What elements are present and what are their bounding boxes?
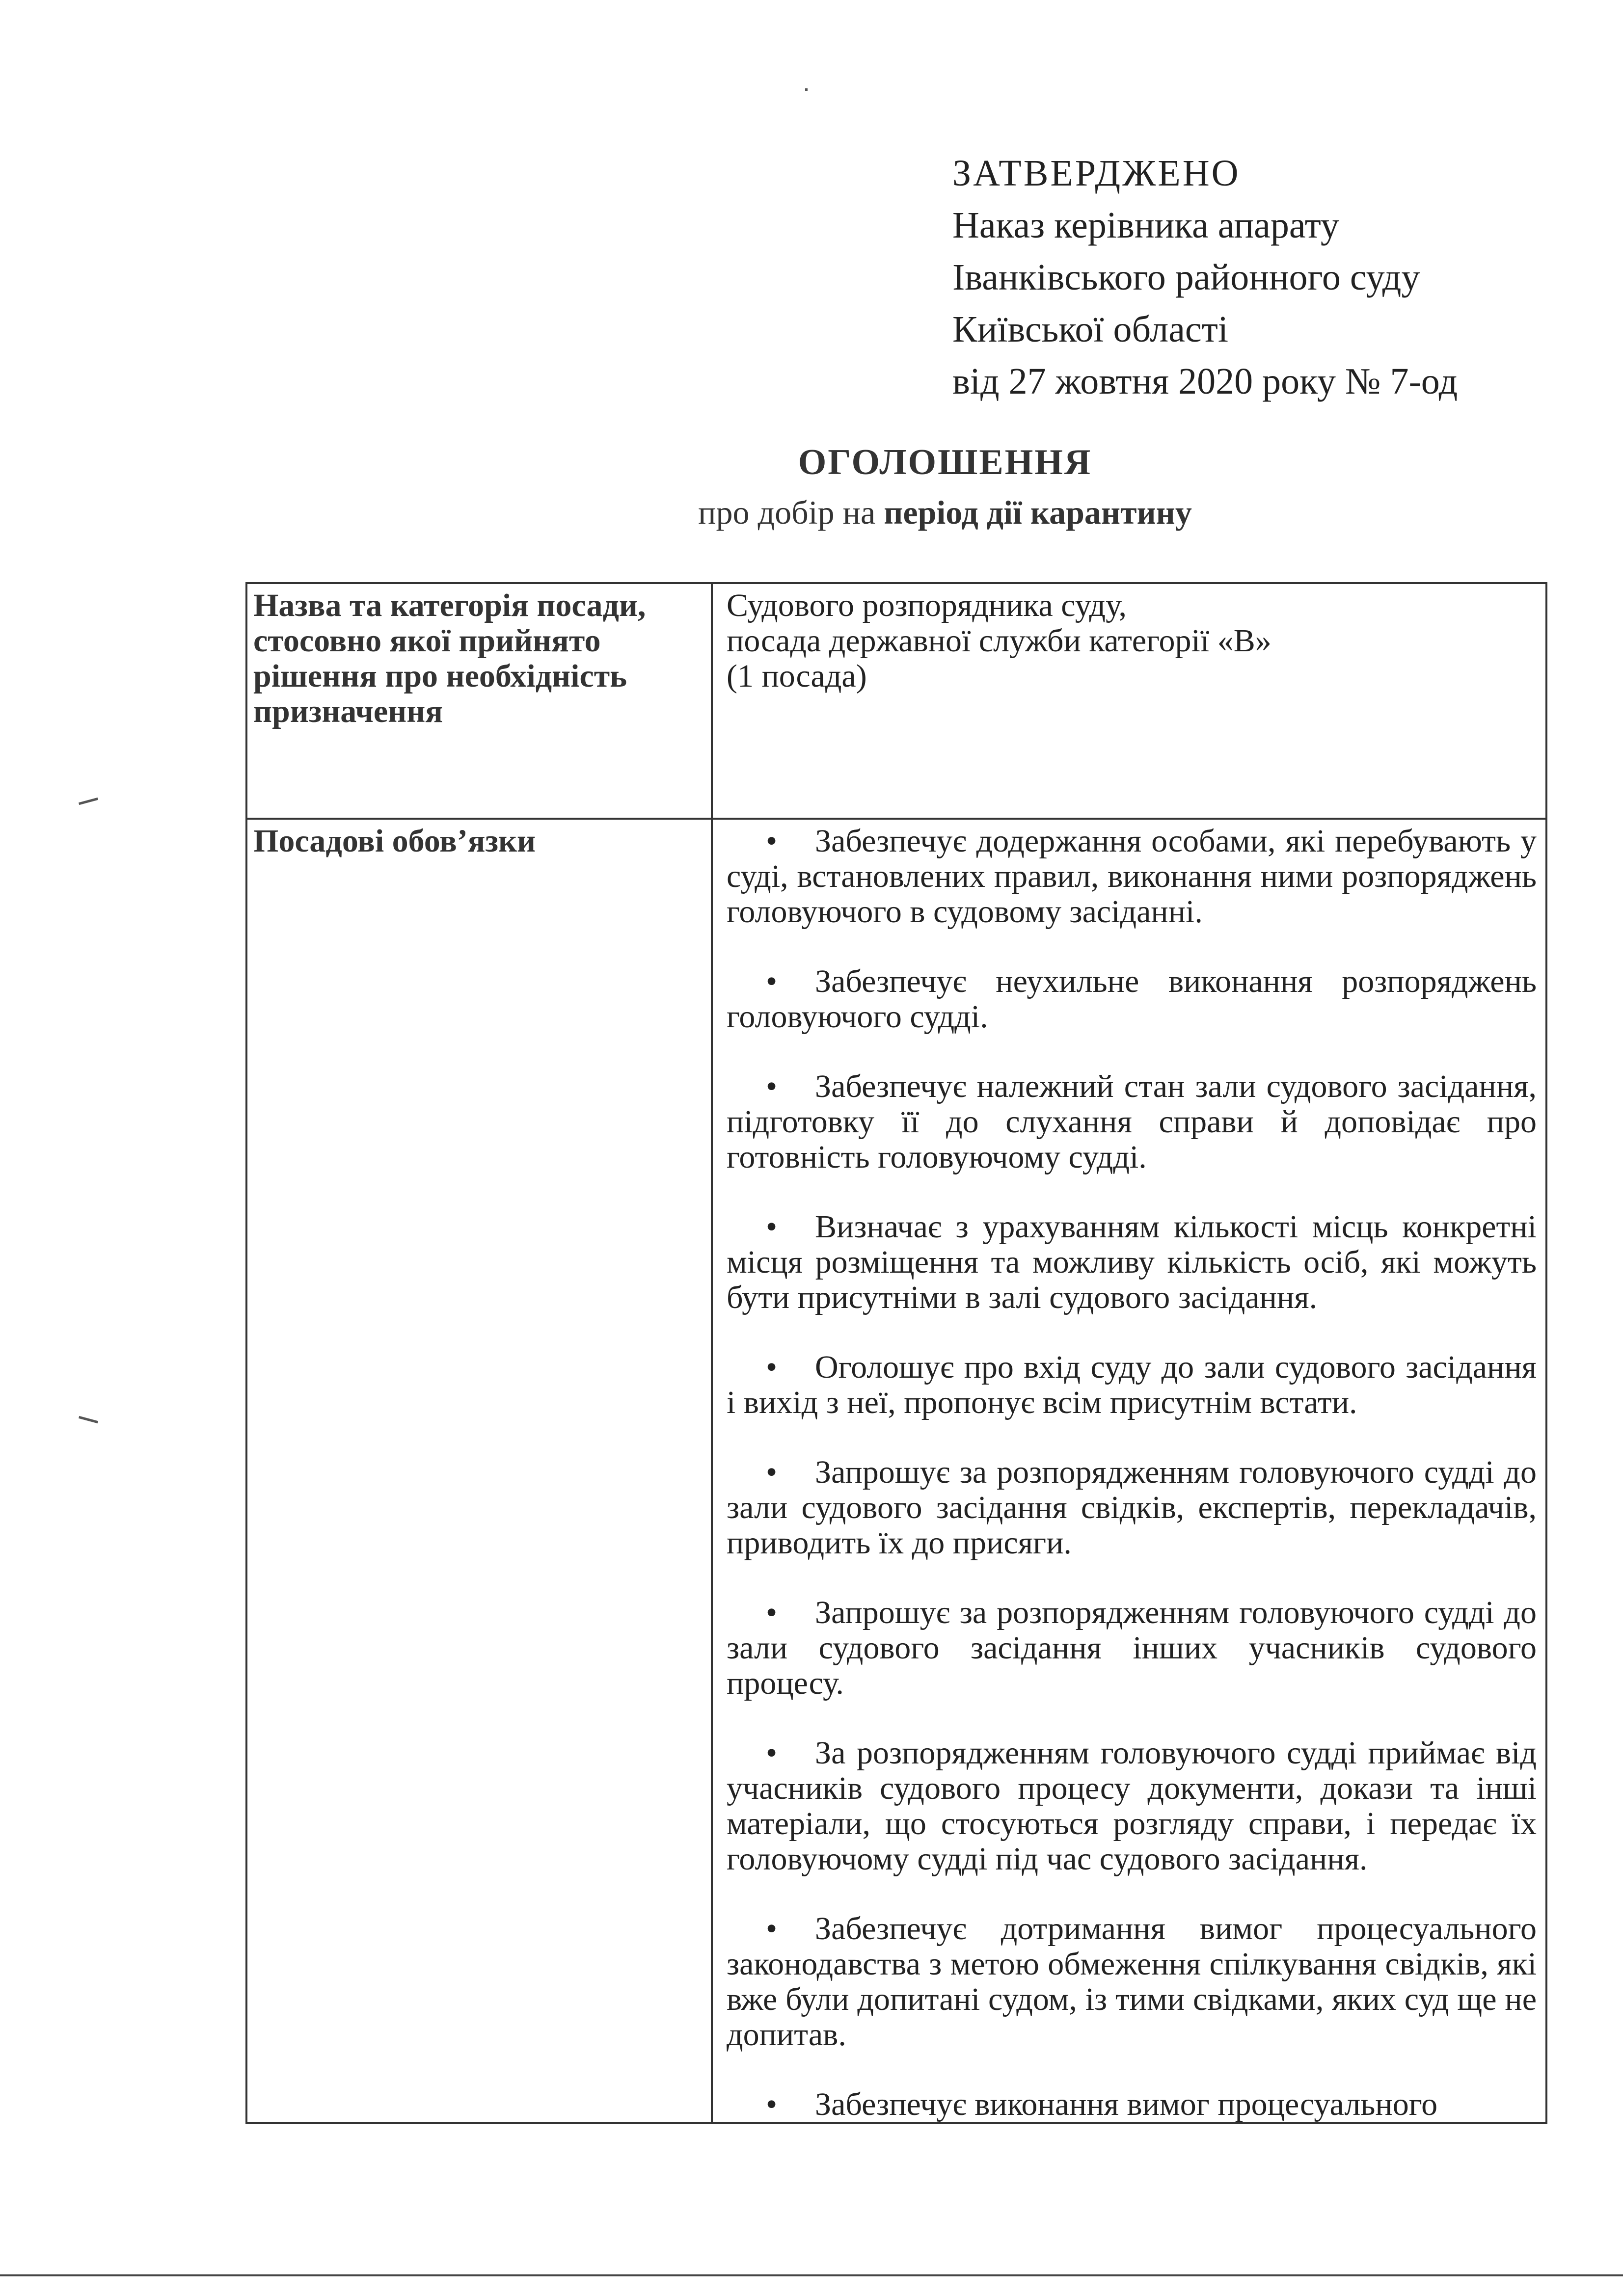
announcement-subtitle bbox=[0, 493, 1623, 532]
duty-text: За розпорядженням головуючого судді приймає від учасників судового процесу документи, докази та інші матеріали, що стосуються розгляду справи, і передає їх головуючому судді під час судового засідання. bbox=[727, 1735, 1537, 1877]
duty-item bbox=[727, 1735, 1537, 1877]
vacancy-table bbox=[245, 582, 1547, 2124]
bullet-icon: • bbox=[766, 2086, 778, 2122]
table-row-duties bbox=[246, 819, 1546, 2123]
approval-line: Наказ керівника апарату bbox=[952, 205, 1339, 246]
duty-item bbox=[727, 1911, 1537, 2053]
bullet-icon: • bbox=[766, 1595, 778, 1630]
duty-text: Запрошує за розпорядженням головуючого судді до зали судового засідання інших учасників судового процесу. bbox=[727, 1595, 1537, 1701]
duties-list bbox=[712, 819, 1546, 2123]
scan-mark bbox=[79, 798, 98, 805]
bullet-icon: • bbox=[766, 823, 778, 859]
bullet-icon: • bbox=[766, 1209, 778, 1245]
position-value bbox=[712, 583, 1546, 819]
duty-item bbox=[727, 1069, 1537, 1175]
position-line: посада державної служби категорії «В» bbox=[727, 623, 1271, 659]
duties-label: Посадові обов’язки bbox=[246, 819, 712, 2123]
duty-item bbox=[727, 1595, 1537, 1701]
bullet-icon: • bbox=[766, 963, 778, 999]
bullet-icon: • bbox=[766, 1911, 778, 1947]
approval-line: Київської області bbox=[952, 309, 1228, 350]
table-row-position bbox=[246, 583, 1546, 819]
scan-mark bbox=[79, 1416, 98, 1423]
approval-block bbox=[952, 147, 1458, 407]
bullet-icon: • bbox=[766, 1454, 778, 1490]
scan-mark bbox=[805, 88, 808, 91]
bullet-icon: • bbox=[766, 1349, 778, 1385]
duty-item bbox=[727, 1209, 1537, 1315]
bullet-icon: • bbox=[766, 1735, 778, 1771]
position-label: Назва та категорія посади, стосовно якої прийнято рішення про необхідність призначення bbox=[246, 583, 712, 819]
duty-text: Оголошує про вхід суду до зали судового засідання і вихід з неї, пропонує всім присутнім встати. bbox=[727, 1349, 1537, 1420]
duty-item bbox=[727, 1350, 1537, 1420]
duty-item bbox=[727, 2087, 1537, 2122]
duty-text: Забезпечує виконання вимог процесуального bbox=[815, 2086, 1438, 2122]
duty-item bbox=[727, 964, 1537, 1035]
duty-text: Запрошує за розпорядженням головуючого судді до зали судового засідання свідків, експертів, перекладачів, приводить їх до присяги. bbox=[727, 1454, 1537, 1561]
position-line: Судового розпорядника суду, bbox=[727, 587, 1127, 623]
subtitle-bold: період дії карантину bbox=[884, 494, 1192, 531]
duty-text: Забезпечує неухильне виконання розпоряджень головуючого судді. bbox=[727, 963, 1537, 1035]
approval-line: Іванківського районного суду bbox=[952, 257, 1420, 298]
duty-item bbox=[727, 1455, 1537, 1561]
position-line: (1 посада) bbox=[727, 658, 867, 694]
duty-text: Забезпечує додержання особами, які перебувають у суді, встановлених правил, виконання ними розпоряджень головуючого в судовому засіданні. bbox=[727, 823, 1537, 930]
subtitle-prefix: про добір на bbox=[698, 494, 884, 531]
bullet-icon: • bbox=[766, 1068, 778, 1104]
scan-edge-line bbox=[0, 2274, 1623, 2276]
approval-line: від 27 жовтня 2020 року № 7-од bbox=[952, 361, 1458, 402]
duty-text: Забезпечує належний стан зали судового засідання, підготовку її до слухання справи й доповідає про готовність головуючому судді. bbox=[727, 1068, 1537, 1175]
duty-item bbox=[727, 824, 1537, 930]
announcement-title: ОГОЛОШЕННЯ bbox=[798, 442, 1092, 482]
approval-heading: ЗАТВЕРДЖЕНО bbox=[952, 153, 1241, 194]
duty-text: Визначає з урахуванням кількості місць конкретні місця розміщення та можливу кількість осіб, які можуть бути присутніми в залі судового засідання. bbox=[727, 1209, 1537, 1315]
duty-text: Забезпечує дотримання вимог процесуального законодавства з метою обмеження спілкування свідків, які вже були допитані судом, із тими свідками, яких суд ще не допитав. bbox=[727, 1911, 1537, 2053]
